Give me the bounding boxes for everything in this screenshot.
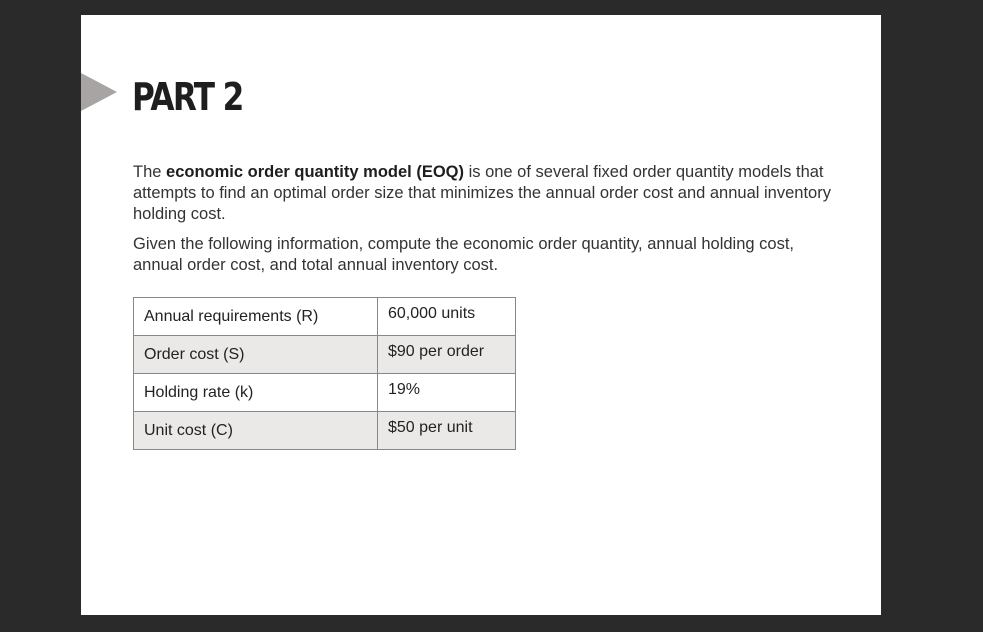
table-row (134, 298, 516, 336)
table-row (134, 336, 516, 374)
paragraph-intro: The (133, 163, 167, 181)
table-row (134, 374, 516, 412)
table-cell-value: $90 per order (378, 336, 516, 374)
table-row (134, 412, 516, 450)
table-cell-value: 19% (378, 374, 516, 412)
table-cell-label: Holding rate (k) (134, 374, 378, 412)
slide-body (133, 162, 843, 285)
paragraph-eoq-definition (133, 162, 843, 225)
slide-title: PART 2 (132, 75, 243, 119)
table-cell-label: Order cost (S) (134, 336, 378, 374)
bold-term-eoq: economic order quantity model (EOQ) (166, 163, 464, 181)
title-arrow-icon (81, 73, 117, 111)
given-info-table (133, 297, 516, 450)
slide (81, 15, 881, 615)
table-cell-label: Unit cost (C) (134, 412, 378, 450)
table-cell-value: 60,000 units (378, 298, 516, 336)
table-cell-value: $50 per unit (378, 412, 516, 450)
paragraph-rest: is one of several fixed order quantity models that attempts to find an optimal order size that minimizes the annual order cost and annual inventory holding cost. (133, 163, 831, 223)
paragraph-instructions: Given the following information, compute the economic order quantity, annual holding cost, annual order cost, and total annual inventory cost. (133, 235, 794, 274)
table-cell-label: Annual requirements (R) (134, 298, 378, 336)
